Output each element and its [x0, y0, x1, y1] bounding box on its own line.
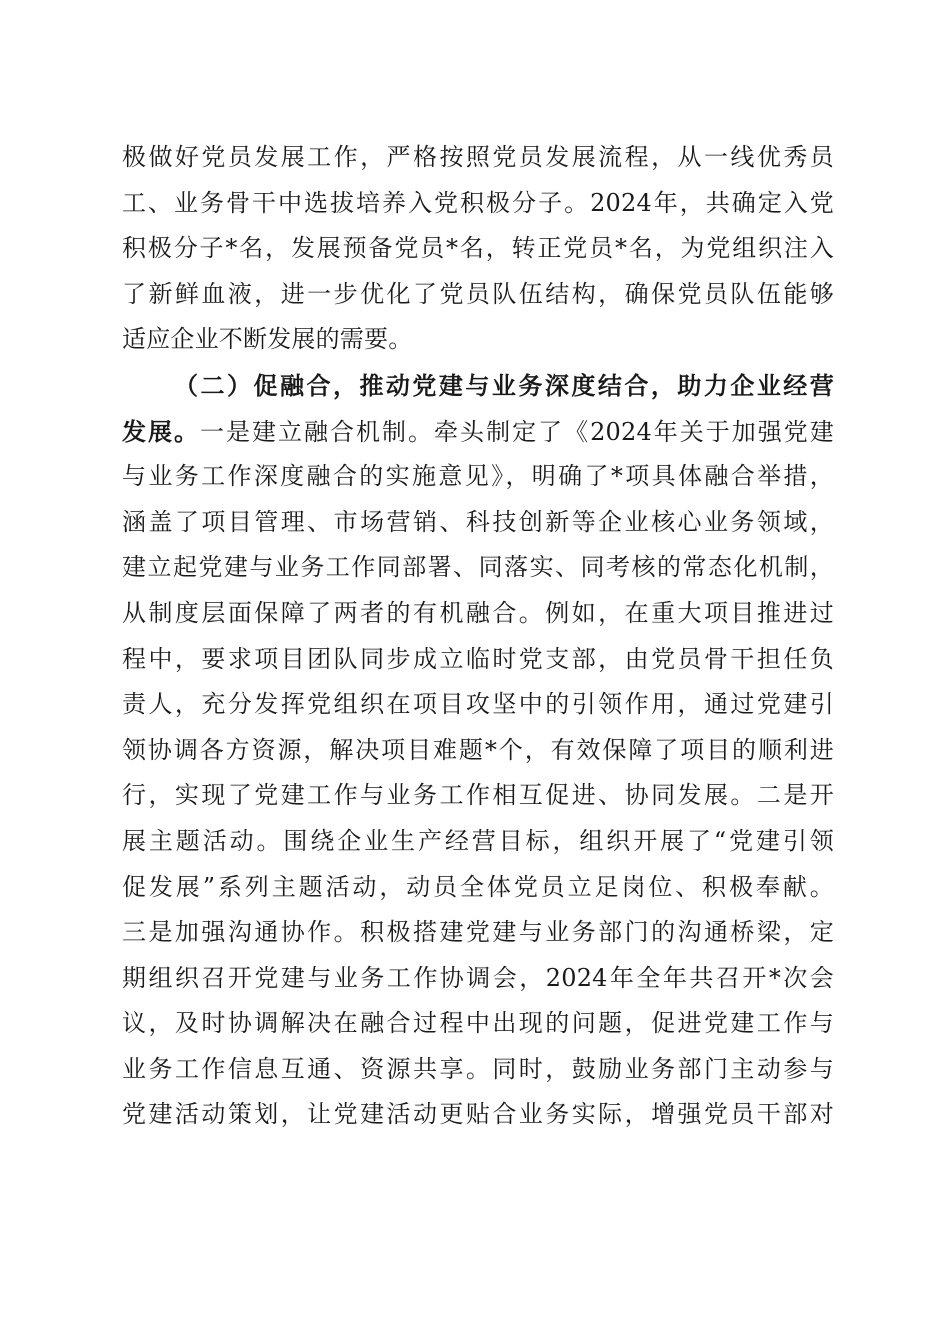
- text-line: 促发展”系列主题活动，动员全体党员立足岗位、积极奉献。: [122, 872, 834, 901]
- text-line: 程中，要求项目团队同步成立临时党支部，由党员骨干担任负: [122, 644, 834, 673]
- text-line: 党建活动策划，让党建活动更贴合业务实际，增强党员干部对: [122, 1100, 834, 1129]
- section-heading-end: 发展。: [122, 416, 201, 446]
- text-line: 积极分子*名，发展预备党员*名，转正党员*名，为党组织注入: [122, 234, 834, 263]
- text-line: 建立起党建与业务工作同部署、同落实、同考核的常态化机制，: [122, 553, 834, 582]
- text-line: 涵盖了项目管理、市场营销、科技创新等企业核心业务领域，: [122, 507, 834, 536]
- text-line: 从制度层面保障了两者的有机融合。例如，在重大项目推进过: [122, 598, 834, 627]
- section-heading: （二）促融合，推动党建与业务深度结合，助力企业经营: [174, 370, 834, 400]
- text-line: 业务工作信息互通、资源共享。同时，鼓励业务部门主动参与: [122, 1054, 834, 1083]
- paragraph-continuation: [122, 135, 834, 363]
- text-line: 领协调各方资源，解决项目难题*个，有效保障了项目的顺利进: [122, 735, 834, 764]
- paragraph-section-two: [122, 363, 834, 1138]
- text-line: 责人，充分发挥党组织在项目攻坚中的引领作用，通过党建引: [122, 690, 834, 719]
- text-line: [122, 409, 834, 455]
- text-line: 展主题活动。围绕企业生产经营目标，组织开展了“党建引领: [122, 826, 834, 855]
- text-line: 期组织召开党建与业务工作协调会，2024年全年共召开*次会: [122, 963, 834, 992]
- text-line: 适应企业不断发展的需要。: [122, 325, 413, 354]
- text-line: 议，及时协调解决在融合过程中出现的问题，促进党建工作与: [122, 1009, 834, 1038]
- body-text: [122, 135, 834, 1138]
- text-line: 了新鲜血液，进一步优化了党员队伍结构，确保党员队伍能够: [122, 279, 834, 308]
- text-line: 行，实现了党建工作与业务工作相互促进、协同发展。二是开: [122, 781, 834, 810]
- text-line: 与业务工作深度融合的实施意见》，明确了*项具体融合举措，: [122, 462, 834, 491]
- text-line: 极做好党员发展工作，严格按照党员发展流程，从一线优秀员: [122, 143, 834, 171]
- text-line: 三是加强沟通协作。积极搭建党建与业务部门的沟通桥梁，定: [122, 918, 834, 947]
- text-line: 工、业务骨干中选拔培养入党积极分子。2024年，共确定入党: [122, 188, 834, 217]
- text-segment: 一是建立融合机制。牵头制定了《2024年关于加强党建: [200, 417, 834, 446]
